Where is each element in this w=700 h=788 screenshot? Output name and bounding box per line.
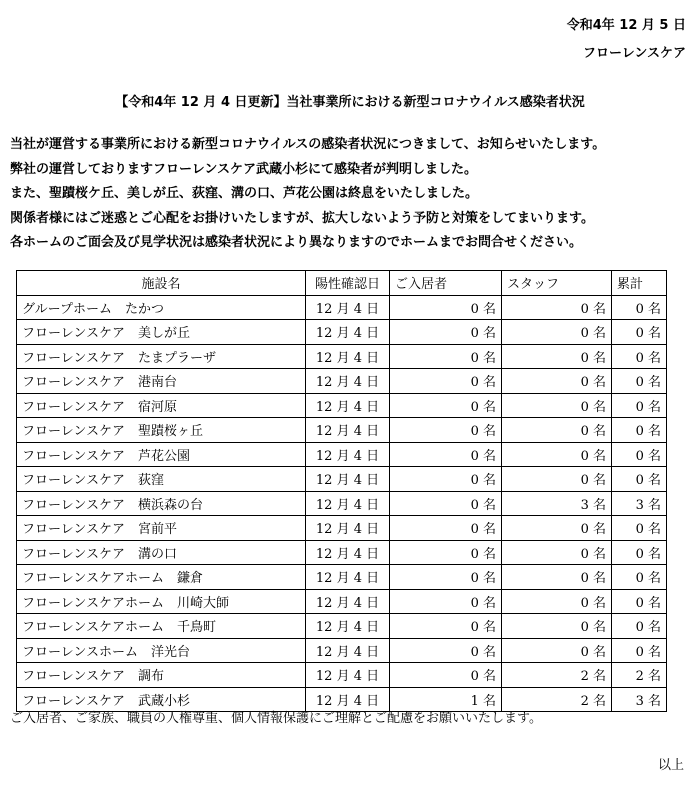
facility-name-cell: フローレンスケアホーム 千鳥町 xyxy=(17,614,306,639)
residents-count-cell: 0 名 xyxy=(390,540,502,565)
positive-date-cell: 12 月 4 日 xyxy=(306,418,390,443)
positive-date-cell: 12 月 4 日 xyxy=(306,393,390,418)
positive-date-cell: 12 月 4 日 xyxy=(306,589,390,614)
residents-count-cell: 0 名 xyxy=(390,614,502,639)
header-staff: スタッフ xyxy=(502,271,612,296)
lead-line: 当社が運営する事業所における新型コロナウイルスの感染者状況につきまして、お知らせいたします。 xyxy=(10,137,606,152)
positive-date-cell: 12 月 4 日 xyxy=(306,491,390,516)
lead-line: また、聖蹟桜ケ丘、美しが丘、荻窪、溝の口、芦花公園は終息をいたしました。 xyxy=(10,186,479,201)
positive-date-cell: 12 月 4 日 xyxy=(306,565,390,590)
total-count-cell: 0 名 xyxy=(612,344,667,369)
total-count-cell: 0 名 xyxy=(612,418,667,443)
residents-count-cell: 0 名 xyxy=(390,467,502,492)
residents-count-cell: 0 名 xyxy=(390,589,502,614)
staff-count-cell: 3 名 xyxy=(502,491,612,516)
staff-count-cell: 0 名 xyxy=(502,565,612,590)
facility-name-cell: フローレンスケア 港南台 xyxy=(17,369,306,394)
lead-paragraph xyxy=(10,133,605,256)
facility-name-cell: フローレンスケア 宮前平 xyxy=(17,516,306,541)
total-count-cell: 0 名 xyxy=(612,442,667,467)
header-positive-date: 陽性確認日 xyxy=(306,271,390,296)
table-row xyxy=(17,393,667,418)
total-count-cell: 0 名 xyxy=(612,467,667,492)
facility-name-cell: フローレンスケアホーム 川崎大師 xyxy=(17,589,306,614)
total-count-cell: 2 名 xyxy=(612,663,667,688)
staff-count-cell: 0 名 xyxy=(502,418,612,443)
table-row xyxy=(17,467,667,492)
staff-count-cell: 0 名 xyxy=(502,467,612,492)
residents-count-cell: 0 名 xyxy=(390,638,502,663)
positive-date-cell: 12 月 4 日 xyxy=(306,344,390,369)
table-header-row xyxy=(17,271,667,296)
table-row xyxy=(17,565,667,590)
table-row xyxy=(17,491,667,516)
facility-name-cell: フローレンスケア 宿河原 xyxy=(17,393,306,418)
residents-count-cell: 0 名 xyxy=(390,663,502,688)
facility-name-cell: フローレンスケア 武蔵小杉 xyxy=(17,687,306,712)
positive-date-cell: 12 月 4 日 xyxy=(306,540,390,565)
residents-count-cell: 0 名 xyxy=(390,295,502,320)
total-count-cell: 0 名 xyxy=(612,614,667,639)
staff-count-cell: 0 名 xyxy=(502,638,612,663)
residents-count-cell: 0 名 xyxy=(390,344,502,369)
facility-name-cell: フローレンスケア 溝の口 xyxy=(17,540,306,565)
staff-count-cell: 0 名 xyxy=(502,540,612,565)
staff-count-cell: 0 名 xyxy=(502,393,612,418)
table-row xyxy=(17,418,667,443)
company-name: フローレンスケア xyxy=(582,46,686,61)
facility-name-cell: グループホーム たかつ xyxy=(17,295,306,320)
total-count-cell: 0 名 xyxy=(612,589,667,614)
total-count-cell: 0 名 xyxy=(612,320,667,345)
staff-count-cell: 0 名 xyxy=(502,344,612,369)
positive-date-cell: 12 月 4 日 xyxy=(306,369,390,394)
positive-date-cell: 12 月 4 日 xyxy=(306,663,390,688)
table-row xyxy=(17,589,667,614)
header-total: 累計 xyxy=(612,271,667,296)
positive-date-cell: 12 月 4 日 xyxy=(306,516,390,541)
total-count-cell: 0 名 xyxy=(612,540,667,565)
table-row xyxy=(17,638,667,663)
positive-date-cell: 12 月 4 日 xyxy=(306,467,390,492)
header-residents: ご入居者 xyxy=(390,271,502,296)
facility-name-cell: フローレンスケア 美しが丘 xyxy=(17,320,306,345)
total-count-cell: 0 名 xyxy=(612,565,667,590)
staff-count-cell: 0 名 xyxy=(502,369,612,394)
residents-count-cell: 0 名 xyxy=(390,320,502,345)
staff-count-cell: 0 名 xyxy=(502,442,612,467)
infection-status-table xyxy=(16,270,667,712)
positive-date-cell: 12 月 4 日 xyxy=(306,614,390,639)
facility-name-cell: フローレンスホーム 洋光台 xyxy=(17,638,306,663)
table-row xyxy=(17,295,667,320)
closing-mark: 以上 xyxy=(657,758,684,773)
residents-count-cell: 0 名 xyxy=(390,418,502,443)
table-row xyxy=(17,369,667,394)
positive-date-cell: 12 月 4 日 xyxy=(306,320,390,345)
facility-name-cell: フローレンスケア たまプラーザ xyxy=(17,344,306,369)
residents-count-cell: 0 名 xyxy=(390,393,502,418)
staff-count-cell: 0 名 xyxy=(502,589,612,614)
facility-name-cell: フローレンスケア 聖蹟桜ヶ丘 xyxy=(17,418,306,443)
total-count-cell: 0 名 xyxy=(612,516,667,541)
total-count-cell: 3 名 xyxy=(612,687,667,712)
total-count-cell: 0 名 xyxy=(612,369,667,394)
facility-name-cell: フローレンスケア 横浜森の台 xyxy=(17,491,306,516)
lead-line: 各ホームのご面会及び見学状況は感染者状況により異なりますのでホームまでお問合せください。 xyxy=(10,235,583,250)
residents-count-cell: 1 名 xyxy=(390,687,502,712)
header-facility-name: 施設名 xyxy=(17,271,306,296)
lead-line: 関係者様にはご迷惑とご心配をお掛けいたしますが、拡大しないよう予防と対策をしてまいります。 xyxy=(10,210,594,226)
staff-count-cell: 2 名 xyxy=(502,663,612,688)
footer-note: ご入居者、ご家族、職員の人権尊重、個人情報保護にご理解とご配慮をお願いいたします。 xyxy=(10,711,542,726)
residents-count-cell: 0 名 xyxy=(390,565,502,590)
residents-count-cell: 0 名 xyxy=(390,516,502,541)
document-date: 令和4年 12 月 5 日 xyxy=(566,18,686,33)
residents-count-cell: 0 名 xyxy=(390,491,502,516)
staff-count-cell: 0 名 xyxy=(502,295,612,320)
table-row xyxy=(17,663,667,688)
facility-name-cell: フローレンスケア 荻窪 xyxy=(17,467,306,492)
table-row xyxy=(17,442,667,467)
table-row xyxy=(17,516,667,541)
table-row xyxy=(17,344,667,369)
positive-date-cell: 12 月 4 日 xyxy=(306,442,390,467)
residents-count-cell: 0 名 xyxy=(390,369,502,394)
facility-name-cell: フローレンスケア 芦花公園 xyxy=(17,442,306,467)
table-row xyxy=(17,614,667,639)
positive-date-cell: 12 月 4 日 xyxy=(306,687,390,712)
total-count-cell: 0 名 xyxy=(612,638,667,663)
total-count-cell: 3 名 xyxy=(612,491,667,516)
positive-date-cell: 12 月 4 日 xyxy=(306,295,390,320)
positive-date-cell: 12 月 4 日 xyxy=(306,638,390,663)
staff-count-cell: 0 名 xyxy=(502,516,612,541)
staff-count-cell: 0 名 xyxy=(502,320,612,345)
table-row xyxy=(17,320,667,345)
lead-line: 弊社の運営しておりますフローレンスケア武蔵小杉にて感染者が判明しました。 xyxy=(10,161,478,177)
page-title: 【令和4年 12 月 4 日更新】当社事業所における新型コロナウイルス感染者状況 xyxy=(115,95,585,110)
total-count-cell: 0 名 xyxy=(612,295,667,320)
facility-name-cell: フローレンスケア 調布 xyxy=(17,663,306,688)
facility-name-cell: フローレンスケアホーム 鎌倉 xyxy=(17,565,306,590)
total-count-cell: 0 名 xyxy=(612,393,667,418)
residents-count-cell: 0 名 xyxy=(390,442,502,467)
staff-count-cell: 0 名 xyxy=(502,614,612,639)
staff-count-cell: 2 名 xyxy=(502,687,612,712)
table-row xyxy=(17,540,667,565)
